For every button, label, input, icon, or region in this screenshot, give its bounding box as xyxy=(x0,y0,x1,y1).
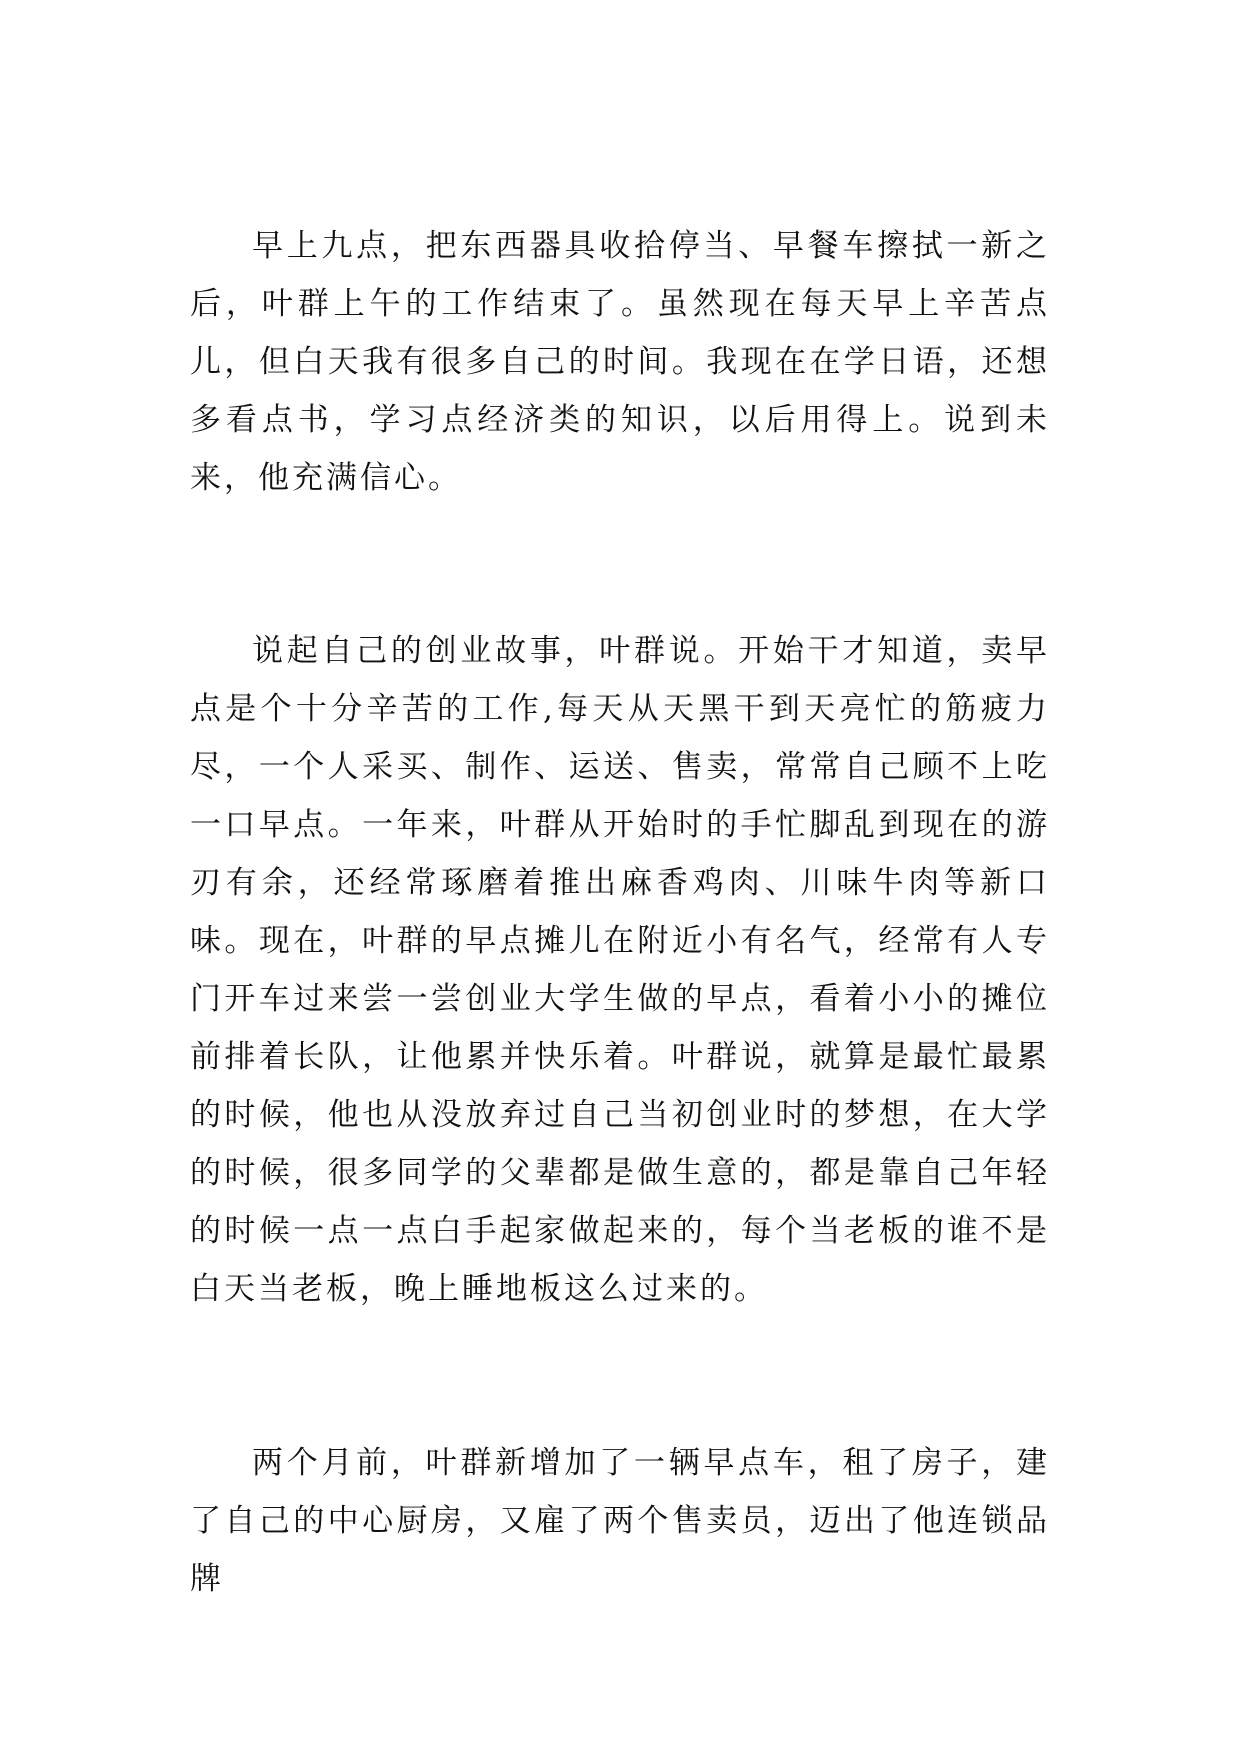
paragraph-1: 早上九点，把东西器具收拾停当、早餐车擦拭一新之后，叶群上午的工作结束了。虽然现在每天早上辛苦点儿，但白天我有很多自己的时间。我现在在学日语，还想多看点书，学习点经济类的知识，以后用得上。说到未来，他充满信心。 xyxy=(190,228,1050,496)
paragraph-3: 两个月前，叶群新增加了一辆早点车，租了房子，建了自己的中心厨房，又雇了两个售卖员，迈出了他连锁品牌 xyxy=(190,1445,1050,1597)
paragraph-2: 说起自己的创业故事，叶群说。开始干才知道，卖早点是个十分辛苦的工作,每天从天黑干到天亮忙的筋疲力尽，一个人采买、制作、运送、售卖，常常自己顾不上吃一口早点。一年来，叶群从开始时的手忙脚乱到现在的游刃有余，还经常琢磨着推出麻香鸡肉、川味牛肉等新口味。现在，叶群的早点摊儿在附近小有名气，经常有人专门开车过来尝一尝创业大学生做的早点，看着小小的摊位前排着长队，让他累并快乐着。叶群说，就算是最忙最累的时候，他也从没放弃过自己当初创业时的梦想，在大学的时候，很多同学的父辈都是做生意的，都是靠自己年轻的时候一点一点白手起家做起来的，每个当老板的谁不是白天当老板，晚上睡地板这么过来的。 xyxy=(190,633,1050,1307)
